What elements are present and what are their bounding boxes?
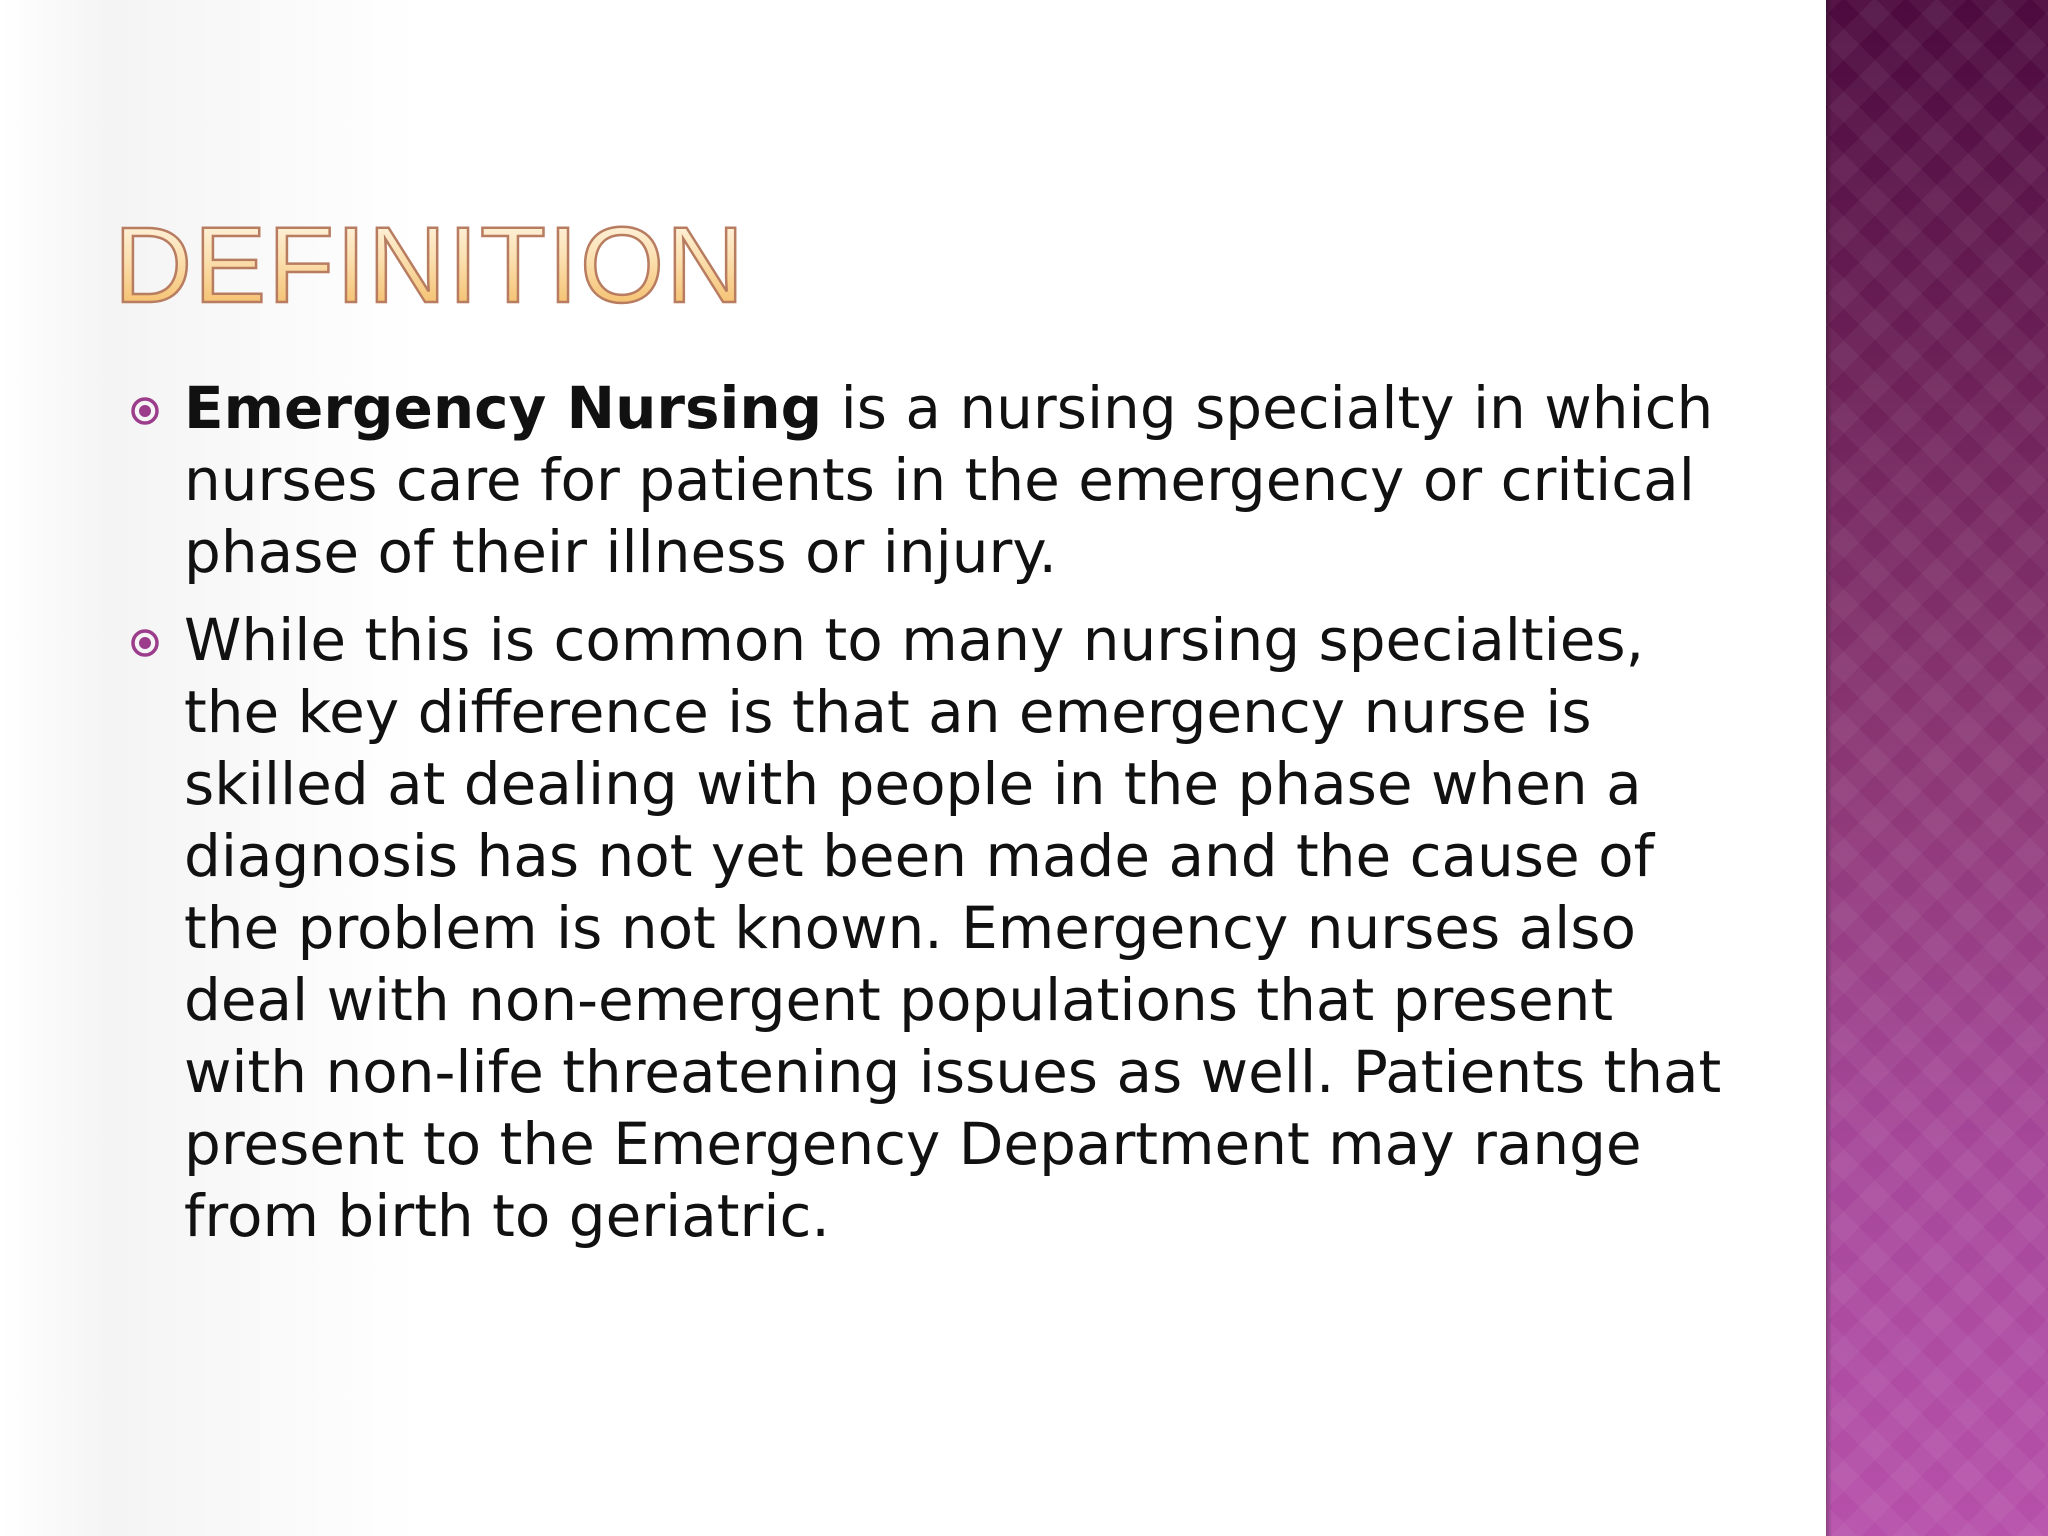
- slide-title-graphic: [114, 198, 1014, 328]
- bullet-item: [130, 604, 1750, 1252]
- bullet-body: is a nursing specialty in which nurses care for patients in the emergency or critical phase of their illness or injury.: [184, 374, 1714, 586]
- circled-dot-icon: [130, 628, 160, 658]
- circled-dot-icon: [130, 396, 160, 426]
- bullet-term: Emergency Nursing: [184, 374, 823, 442]
- slide-title-text: DEFINITION: [114, 204, 746, 325]
- bullet-list: [130, 372, 1750, 1268]
- bullet-text: [184, 374, 1713, 586]
- bullet-text: [184, 606, 1721, 1250]
- side-band-shadow: [1826, 0, 1832, 1536]
- slide-title: [114, 198, 1014, 328]
- decorative-side-band: [1826, 0, 2048, 1536]
- bullet-body: While this is common to many nursing specialties, the key difference is that an emergency nurse is skilled at dealing with people in the phase when a diagnosis has not yet been made and the cause of the problem is not known. Emergency nurses also deal with non-emergent populations that present with non-life threatening issues as well. Patients that present to the Emergency Department may range from birth to geriatric.: [184, 606, 1722, 1250]
- bullet-item: [130, 372, 1750, 588]
